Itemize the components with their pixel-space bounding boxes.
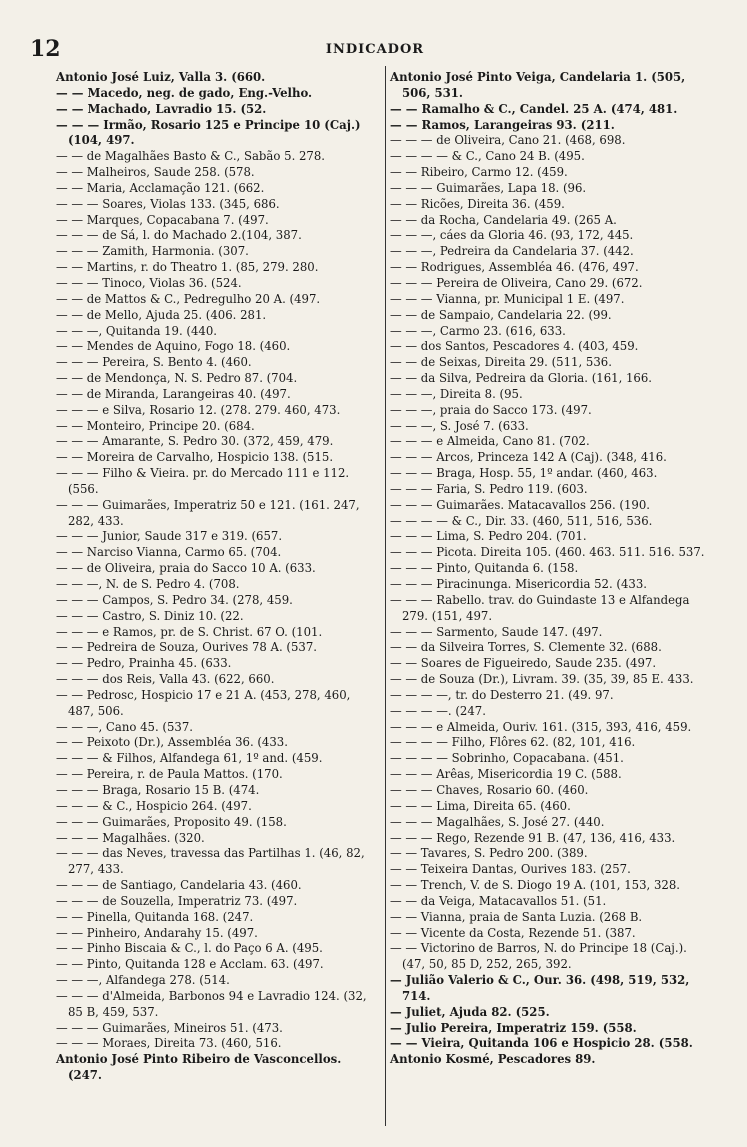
directory-entry: — — Ribeiro, Carmo 12. (459. xyxy=(390,165,568,180)
left-column xyxy=(56,70,376,1084)
directory-entry: — — — de Oliveira, Cano 21. (468, 698. xyxy=(390,133,626,148)
directory-entry: — — Vianna, praia de Santa Luzia. (268 B. xyxy=(390,909,643,924)
directory-entry: — — de Seixas, Direita 29. (511, 536. xyxy=(390,355,612,370)
directory-entry: — — Trench, V. de S. Diogo 19 A. (101, 153, 328. xyxy=(390,878,680,893)
directory-entry: — — — Pinto, Quitanda 6. (158. xyxy=(390,561,579,576)
directory-entry: — — — Guimarães, Imperatriz 50 e 121. (161. 247, 282, 433. xyxy=(56,497,360,528)
directory-entry: — — — —, tr. do Desterro 21. (49. 97. xyxy=(390,687,614,702)
directory-entry: — — —, Carmo 23. (616, 633. xyxy=(390,323,566,338)
directory-entry: — — — Braga, Hosp. 55, 1º andar. (460, 463. xyxy=(390,466,658,481)
directory-entry: — — —, N. de S. Pedro 4. (708. xyxy=(56,577,240,591)
directory-entry: — — — Arcos, Princeza 142 A (Caj). (348, 416. xyxy=(390,450,667,465)
directory-entry: — — — Braga, Rosario 15 B. (474. xyxy=(56,782,260,797)
right-column xyxy=(390,70,712,1068)
directory-entry: — — — Magalhães. (320. xyxy=(56,830,205,845)
directory-entry: — — Pinho Biscaia & C., l. do Paço 6 A. (495. xyxy=(56,941,323,956)
directory-entry: — — —, S. José 7. (633. xyxy=(390,418,529,433)
directory-entry: — — — e Ramos, pr. de S. Christ. 67 O. (101. xyxy=(56,624,323,639)
directory-entry: — — Pereira, r. de Paula Mattos. (170. xyxy=(56,767,283,782)
directory-entry: — — — Guimarães, Mineiros 51. (473. xyxy=(56,1020,283,1035)
running-title: INDICADOR xyxy=(325,42,425,57)
directory-entry: — — — Castro, S. Diniz 10. (22. xyxy=(56,608,244,623)
directory-entry: — — Rodrigues, Assembléa 46. (476, 497. xyxy=(390,260,639,275)
directory-entry: — — — Rabello. trav. do Guindaste 13 e Alfandega 279. (151, 497. xyxy=(390,592,690,623)
directory-entry: — — — Rego, Rezende 91 B. (47, 136, 416, 433. xyxy=(390,830,676,845)
directory-entry: — — da Rocha, Candelaria 49. (265 A. xyxy=(390,212,617,227)
directory-entry: — — — de Sá, l. do Machado 2.(104, 387. xyxy=(56,228,302,243)
directory-entry: — — Ramos, Larangeiras 93. (211. xyxy=(390,117,615,132)
directory-entry: — — — Irmão, Rosario 125 e Principe 10 (Caj.) (104, 497. xyxy=(56,117,361,148)
directory-entry: — — Monteiro, Principe 20. (684. xyxy=(56,418,255,433)
directory-entry: — — Peixoto (Dr.), Assembléa 36. (433. xyxy=(56,735,288,750)
directory-entry: — Juliet, Ajuda 82. (525. xyxy=(390,1004,550,1019)
directory-entry: — — Pinto, Quitanda 128 e Acclam. 63. (497. xyxy=(56,957,324,972)
directory-entry: — — — — & C., Dir. 33. (460, 511, 516, 536. xyxy=(390,513,653,528)
page-header xyxy=(30,36,720,66)
directory-entry: — — Pinheiro, Andarahy 15. (497. xyxy=(56,925,258,940)
directory-entry: — — Machado, Lavradio 15. (52. xyxy=(56,101,267,116)
directory-entry: — — — de Santiago, Candelaria 43. (460. xyxy=(56,878,302,893)
directory-entry: — — — e Silva, Rosario 12. (278. 279. 460, 473. xyxy=(56,402,341,417)
directory-entry: — — — Pereira, S. Bento 4. (460. xyxy=(56,355,252,370)
directory-entry: — — —, Cano 45. (537. xyxy=(56,719,193,734)
directory-entry: — — de Souza (Dr.), Livram. 39. (35, 39, 85 E. 433. xyxy=(390,672,694,687)
directory-entry: — — de Miranda, Larangeiras 40. (497. xyxy=(56,386,291,401)
directory-entry: — — dos Santos, Pescadores 4. (403, 459. xyxy=(390,339,639,354)
directory-entry: — — Macedo, neg. de gado, Eng.-Velho. xyxy=(56,85,313,100)
directory-entry: — — — Zamith, Harmonia. (307. xyxy=(56,244,249,259)
directory-entry: — — — Vianna, pr. Municipal 1 E. (497. xyxy=(390,291,625,306)
directory-entry: Antonio Kosmé, Pescadores 89. xyxy=(390,1052,596,1067)
directory-entry: — — — — Sobrinho, Copacabana. (451. xyxy=(390,751,624,766)
directory-entry: Antonio José Pinto Veiga, Candelaria 1. (505, 506, 531. xyxy=(390,70,686,100)
directory-entry: — — Ricões, Direita 36. (459. xyxy=(390,196,565,211)
directory-entry: — — — — & C., Cano 24 B. (495. xyxy=(390,149,585,164)
directory-entry: — Julio Pereira, Imperatriz 159. (558. xyxy=(390,1020,637,1035)
directory-entry: — — — & C., Hospicio 264. (497. xyxy=(56,798,252,813)
directory-entry: — — de Oliveira, praia do Sacco 10 A. (633. xyxy=(56,561,316,576)
directory-entry: — — —, Alfandega 278. (514. xyxy=(56,973,230,988)
directory-entry: — — —, Pedreira da Candelaria 37. (442. xyxy=(390,244,634,259)
directory-entry: — — Malheiros, Saude 258. (578. xyxy=(56,165,255,180)
directory-entry: — — Vicente da Costa, Rezende 51. (387. xyxy=(390,925,636,940)
directory-entry: Antonio José Pinto Ribeiro de Vasconcellos. (247. xyxy=(56,1052,342,1083)
directory-entry: — — Ramalho & C., Candel. 25 A. (474, 481. xyxy=(390,101,678,116)
directory-entry: — — — das Neves, travessa das Partilhas 1. (46, 82, 277, 433. xyxy=(56,846,365,877)
directory-entry: — — de Mendonça, N. S. Pedro 87. (704. xyxy=(56,371,298,386)
directory-entry: — — — Pereira de Oliveira, Cano 29. (672. xyxy=(390,275,643,290)
directory-entry: — — — Guimarães, Lapa 18. (96. xyxy=(390,180,587,195)
directory-entry: — — — Sarmento, Saude 147. (497. xyxy=(390,624,603,639)
directory-entry: — — — Lima, S. Pedro 204. (701. xyxy=(390,529,587,544)
directory-entry: — — Pedrosc, Hospicio 17 e 21 A. (453, 278, 460, 487, 506. xyxy=(56,687,351,718)
directory-entry: — — Victorino de Barros, N. do Principe 18 (Caj.). (47, 50, 85 D, 252, 265, 392. xyxy=(390,941,687,972)
directory-entry: — — Vieira, Quitanda 106 e Hospicio 28. (558. xyxy=(390,1036,693,1051)
directory-entry: — — — Piracinunga. Misericordia 52. (433. xyxy=(390,577,648,591)
directory-entry: — — — Amarante, S. Pedro 30. (372, 459, 479. xyxy=(56,434,334,449)
directory-entry: — — — dos Reis, Valla 43. (622, 660. xyxy=(56,672,275,687)
directory-entry: — — Pedro, Prainha 45. (633. xyxy=(56,656,232,671)
directory-entry: — — de Mattos & C., Pedregulho 20 A. (497. xyxy=(56,291,321,306)
directory-entry: — — da Veiga, Matacavallos 51. (51. xyxy=(390,893,607,908)
directory-entry: — — — Magalhães, S. José 27. (440. xyxy=(390,814,605,829)
directory-entry: — — — e Almeida, Ouriv. 161. (315, 393, 416, 459. xyxy=(390,719,692,734)
directory-entry: — — de Mello, Ajuda 25. (406. 281. xyxy=(56,307,267,322)
directory-entry: — — — Chaves, Rosario 60. (460. xyxy=(390,782,589,797)
directory-entry: — — de Sampaio, Candelaria 22. (99. xyxy=(390,307,612,322)
directory-entry: — — — Faria, S. Pedro 119. (603. xyxy=(390,481,588,496)
directory-entry: — — — Junior, Saude 317 e 319. (657. xyxy=(56,529,283,544)
directory-entry: — — —, praia do Sacco 173. (497. xyxy=(390,402,592,417)
directory-entry: — — Soares de Figueiredo, Saude 235. (497. xyxy=(390,656,657,671)
directory-entry: — Julião Valerio & C., Our. 36. (498, 519, 532, 714. xyxy=(390,973,690,1003)
directory-entry: — — da Silveira Torres, S. Clemente 32. (688. xyxy=(390,640,662,655)
directory-entry: — — —, Quitanda 19. (440. xyxy=(56,323,218,338)
directory-entry: — — —, Direita 8. (95. xyxy=(390,386,523,401)
directory-entry: — — Pinella, Quitanda 168. (247. xyxy=(56,909,254,924)
directory-entry: — — — — Filho, Flôres 62. (82, 101, 416. xyxy=(390,735,636,750)
directory-entry: — — — Campos, S. Pedro 34. (278, 459. xyxy=(56,592,293,607)
column-divider xyxy=(385,66,386,1126)
directory-entry: — — da Silva, Pedreira da Gloria. (161, 166. xyxy=(390,371,653,386)
directory-entry: — — Tavares, S. Pedro 200. (389. xyxy=(390,846,588,861)
page-number: 12 xyxy=(30,36,61,62)
directory-entry: — — — Filho & Vieira. pr. do Mercado 111 e 112. (556. xyxy=(56,466,350,496)
directory-entry: — — Marques, Copacabana 7. (497. xyxy=(56,212,269,227)
directory-entry: — — — Tinoco, Violas 36. (524. xyxy=(56,275,242,290)
directory-entry: — — de Magalhães Basto & C., Sabão 5. 278. xyxy=(56,149,326,164)
directory-entry: — — — Arêas, Misericordia 19 C. (588. xyxy=(390,767,622,782)
directory-entry: — — — Guimarães. Matacavallos 256. (190. xyxy=(390,497,650,512)
directory-entry: — — Martins, r. do Theatro 1. (85, 279. 280. xyxy=(56,260,319,275)
directory-entry: — — — Moraes, Direita 73. (460, 516. xyxy=(56,1036,282,1051)
directory-entry: — — Teixeira Dantas, Ourives 183. (257. xyxy=(390,862,631,877)
directory-entry: Antonio José Luiz, Valla 3. (660. xyxy=(56,70,266,84)
directory-entry: — — — e Almeida, Cano 81. (702. xyxy=(390,434,590,449)
directory-entry: — — — —. (247. xyxy=(390,703,486,718)
directory-entry: — — — d'Almeida, Barbonos 94 e Lavradio 124. (32, 85 B, 459, 537. xyxy=(56,988,367,1019)
directory-entry: — — — Guimarães, Proposito 49. (158. xyxy=(56,814,287,829)
directory-entry: — — — & Filhos, Alfandega 61, 1º and. (459. xyxy=(56,751,323,766)
directory-entry: — — — Lima, Direita 65. (460. xyxy=(390,798,571,813)
directory-entry: — — Maria, Acclamação 121. (662. xyxy=(56,180,265,195)
directory-entry: — — — Soares, Violas 133. (345, 686. xyxy=(56,196,280,211)
directory-entry: — — Mendes de Aquino, Fogo 18. (460. xyxy=(56,339,291,354)
directory-entry: — — — Picota. Direita 105. (460. 463. 511. 516. 537. xyxy=(390,545,705,560)
directory-entry: — — Pedreira de Souza, Ourives 78 A. (537. xyxy=(56,640,317,655)
directory-entry: — — — de Souzella, Imperatriz 73. (497. xyxy=(56,893,298,908)
directory-entry: — — Moreira de Carvalho, Hospicio 138. (515. xyxy=(56,450,334,465)
directory-entry: — — Narciso Vianna, Carmo 65. (704. xyxy=(56,545,282,560)
directory-entry: — — —, cáes da Gloria 46. (93, 172, 445. xyxy=(390,228,634,243)
